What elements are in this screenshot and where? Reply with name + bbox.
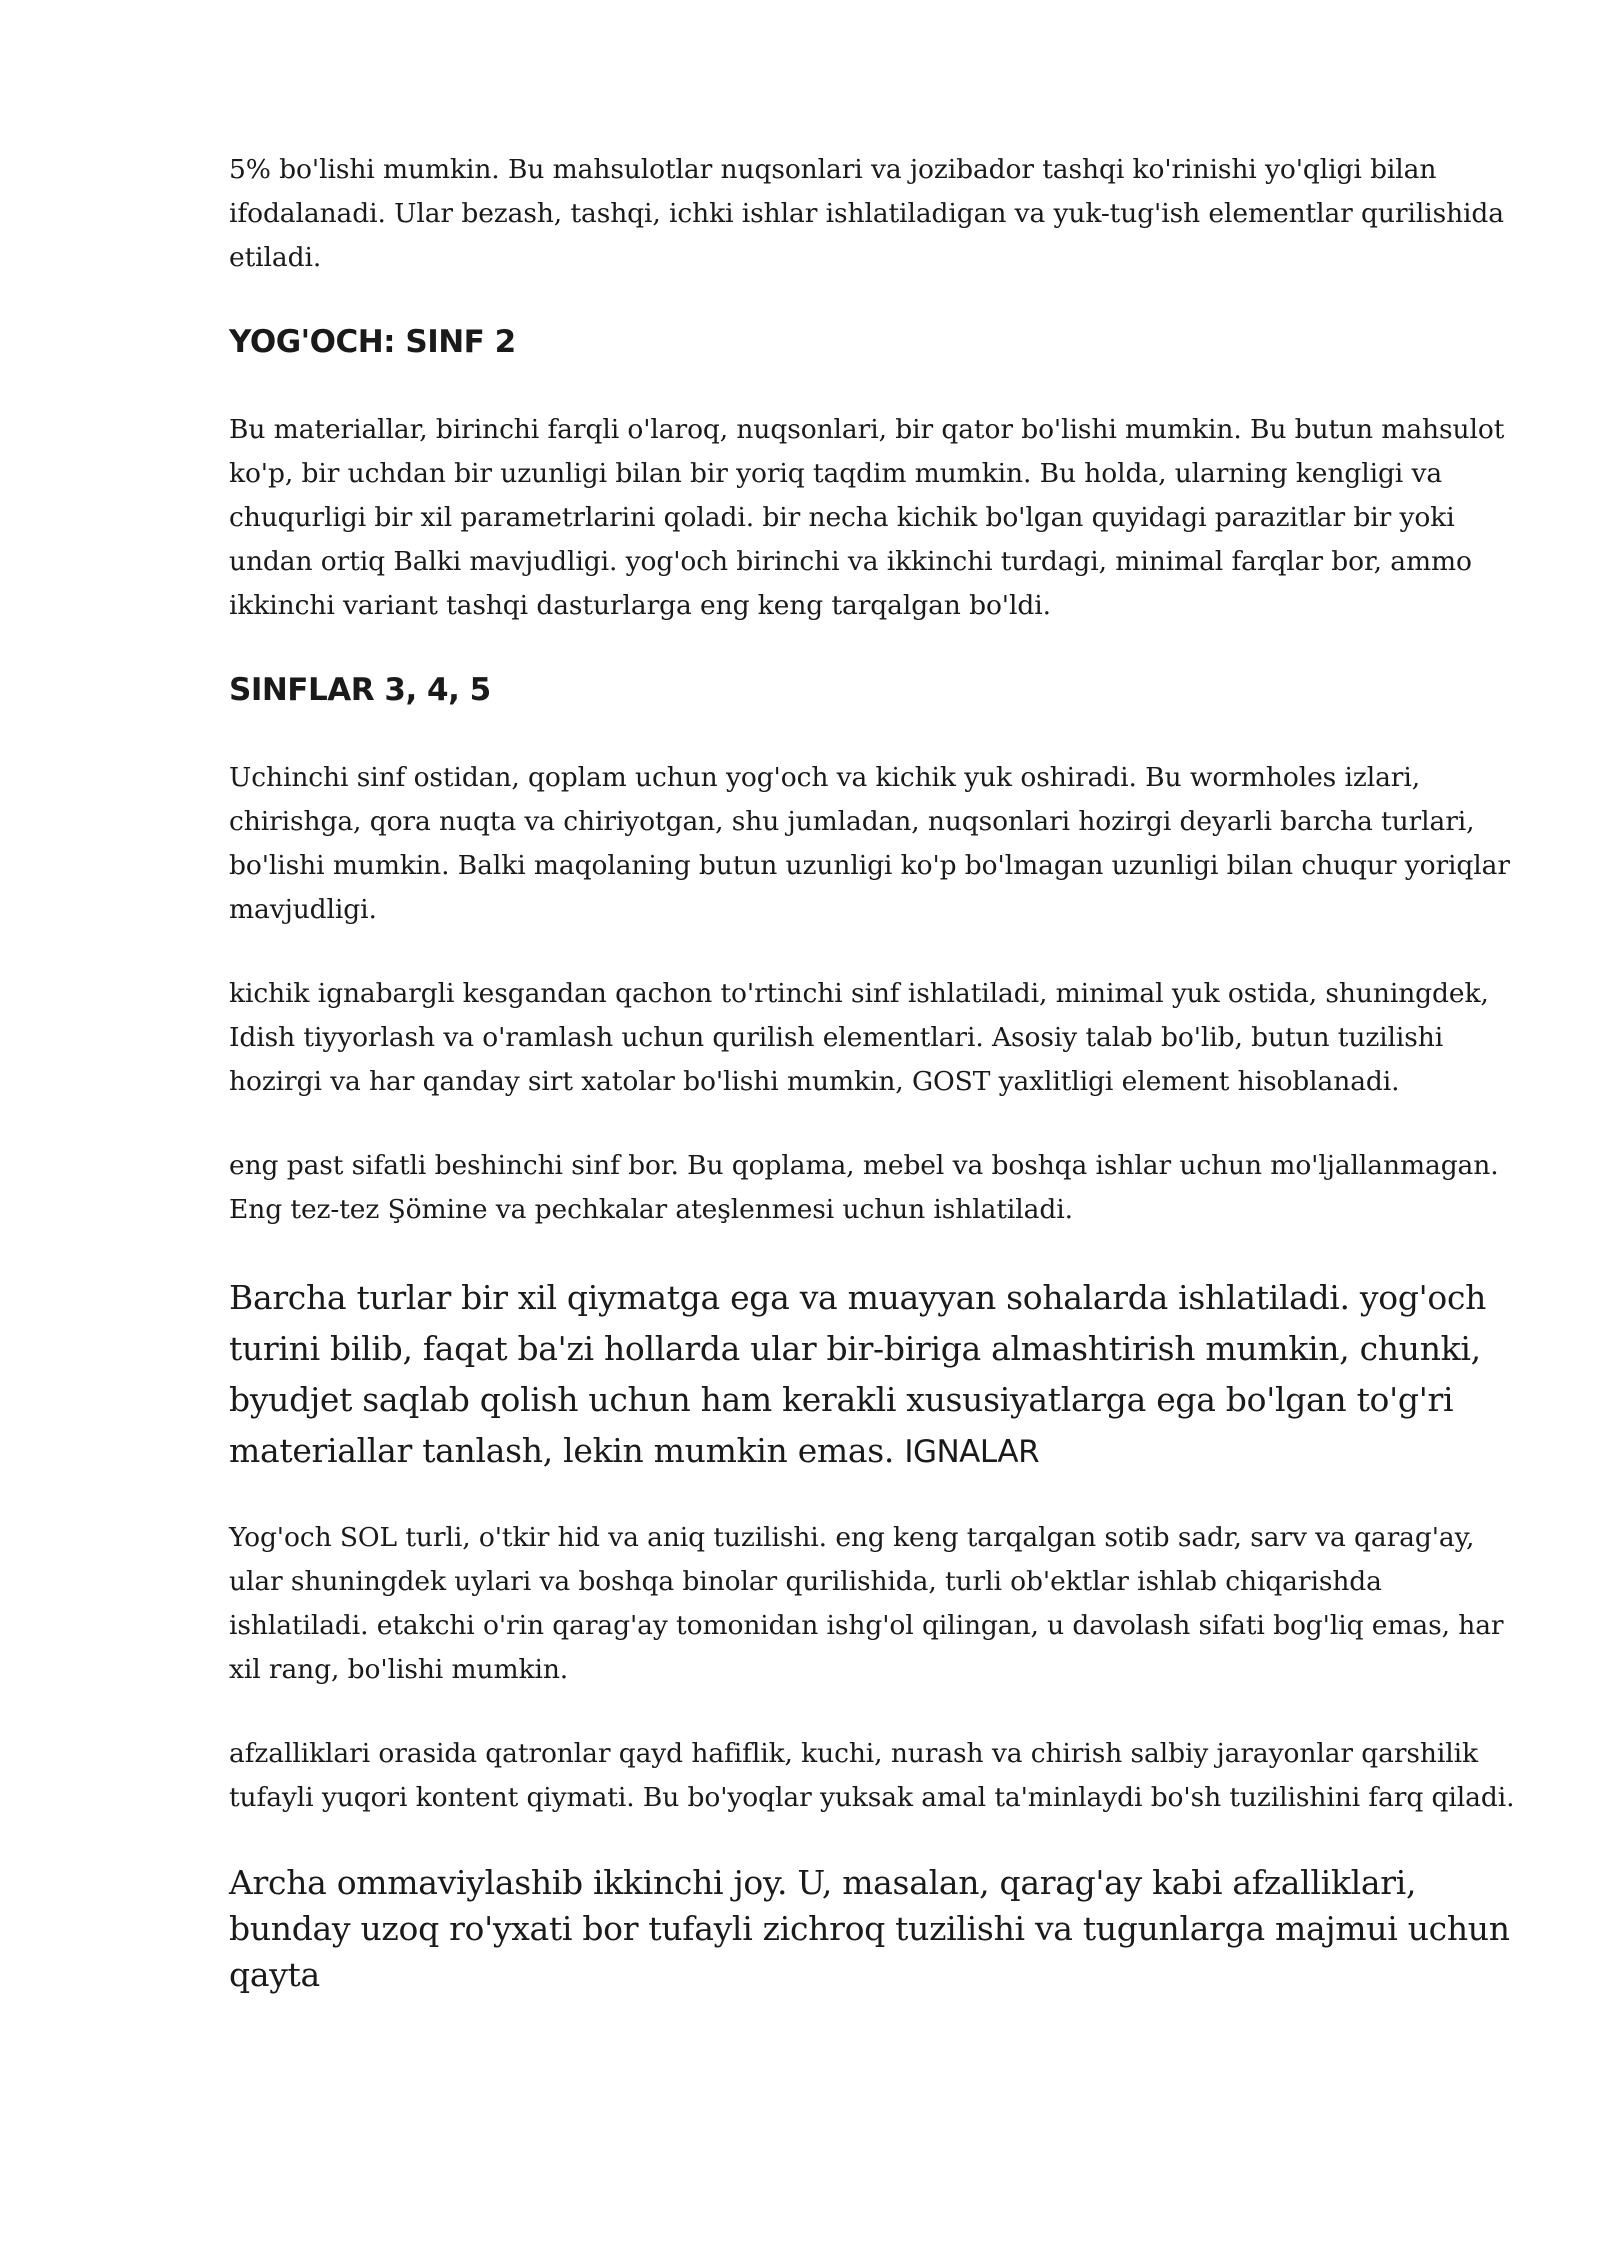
lead-paragraph — [229, 1272, 1519, 1478]
paragraph-spruce: Archa ommaviylashib ikkinchi joy. U, masalan, qarag'ay kabi afzalliklari, bunday uzoq ro'yxati bor tufayli zichroq tuzilishi va tugunlarga majmui uchun qayta — [229, 1863, 1510, 1994]
paragraph-grade1-end: 5% bo'lishi mumkin. Bu mahsulotlar nuqsonlari va jozibador tashqi ko'rinishi yo'qligi bilan ifodalanadi. Ular bezash, tashqi, ichki ishlar ishlatiladigan va yuk-tug'ish elementlar qurilishida etiladi. — [229, 154, 1504, 273]
paragraph-conifers: Yog'och SOL turli, o'tkir hid va aniq tuzilishi. eng keng tarqalgan sotib sadr, sarv va qarag'ay, ular shuningdek uylari va boshqa binolar qurilishida, turli ob'ektlar ishlab chiqarishda ishlatiladi. etakchi o'rin qarag'ay tomonidan ishg'ol qilingan, u davolash sifati bog'liq emas, har xil rang, bo'lishi mumkin. — [229, 1522, 1504, 1685]
document-page — [229, 148, 1519, 1998]
paragraph-grade-4: kichik ignabargli kesgandan qachon to'rtinchi sinf ishlatiladi, minimal yuk ostida, shuningdek, Idish tiyyorlash va o'ramlash uchun qurilish elementlari. Asosiy talab bo'lib, butun tuzilishi hozirgi va har qanday sirt xatolar bo'lishi mumkin, GOST yaxlitligi element hisoblanadi. — [229, 978, 1489, 1097]
paragraph-grade-5: eng past sifatli beshinchi sinf bor. Bu qoplama, mebel va boshqa ishlar uchun mo'ljallanmagan. Eng tez-tez Şömine va pechkalar ateşlenmesi uchun ishlatiladi. — [229, 1150, 1499, 1225]
paragraph-grade-3: Uchinchi sinf ostidan, qoplam uchun yog'och va kichik yuk oshiradi. Bu wormholes izlari, chirishga, qora nuqta va chiriyotgan, shu jumladan, nuqsonlari hozirgi deyarli barcha turlari, bo'lishi mumkin. Balki maqolaning butun uzunligi ko'p bo'lmagan uzunligi bilan chuqur yoriqlar mavjudligi. — [229, 762, 1510, 925]
heading-grades-3-4-5: SINFLAR 3, 4, 5 — [229, 672, 491, 708]
heading-grade-2: YOG'OCH: SINF 2 — [229, 324, 516, 360]
paragraph-grade-2: Bu materiallar, birinchi farqli o'laroq, nuqsonlari, bir qator bo'lishi mumkin. Bu butun mahsulot ko'p, bir uchdan bir uzunligi bilan bir yoriq taqdim mumkin. Bu holda, ularning kengligi va chuqurligi bir xil parametrlarini qoladi. bir necha kichik bo'lgan quyidagi parazitlar bir yoki undan ortiq Balki mavjudligi. yog'och birinchi va ikkinchi turdagi, minimal farqlar bor, ammo ikkinchi variant tashqi dasturlarga eng keng tarqalgan bo'ldi. — [229, 414, 1505, 621]
paragraph-advantages: afzalliklari orasida qatronlar qayd hafiflik, kuchi, nurash va chirish salbiy jarayonlar qarshilik tufayli yuqori kontent qiymati. Bu bo'yoqlar yuksak amal ta'minlaydi bo'sh tuzilishini farq qiladi. — [229, 1738, 1515, 1813]
heading-needles: IGNALAR — [904, 1434, 1040, 1470]
lead-paragraph-text: Barcha turlar bir xil qiymatga ega va muayyan sohalarda ishlatiladi. yog'och turini bilib, faqat ba'zi hollarda ular bir-biriga almashtirish mumkin, chunki, byudjet saqlab qolish uchun ham kerakli xususiyatlarga ega bo'lgan to'g'ri materiallar tanlash, lekin mumkin emas. — [229, 1278, 1487, 1470]
